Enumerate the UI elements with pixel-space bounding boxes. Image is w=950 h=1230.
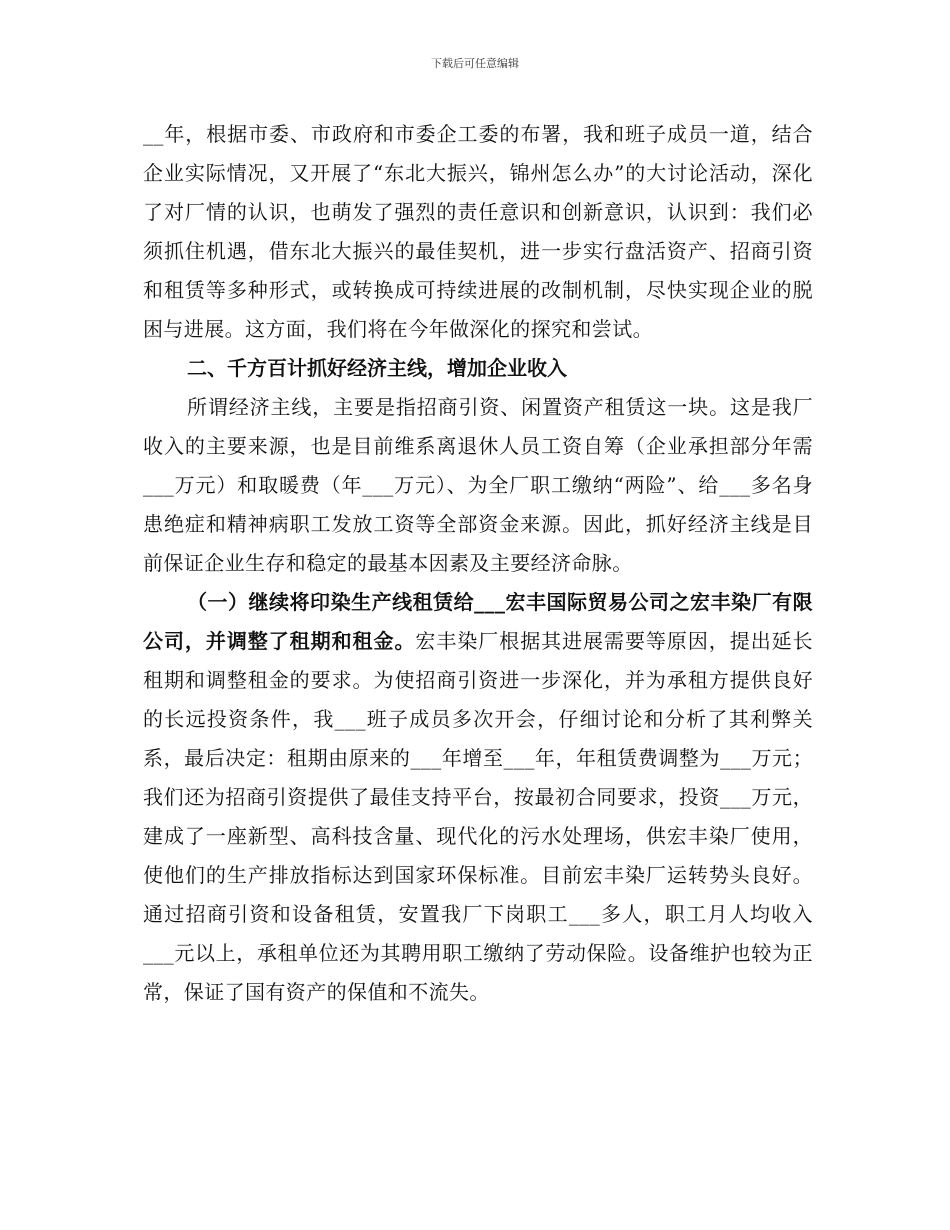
paragraph-3-body: 宏丰染厂根据其进展需要等原因，提出延长租期和调整租金的要求。为使招商引资进一步深化，并为承租方提供良好的长远投资条件，我___班子成员多次开会，仔细讨论和分析了其利弊关系，最后决定：租期由原来的___年增至___年，年租赁费调整为___万元；我们还为招商引资提供了最佳支持平台，按最初合同要求，投资___万元，建成了一座新型、高科技含量、现代化的污水处理场，供宏丰染厂使用，使他们的生产排放指标达到国家环保标准。目前宏丰染厂运转势头良好。通过招商引资和设备租赁，安置我厂下岗职工___多人，职工月人均收入___元以上，承租单位还为其聘用职工缴纳了劳动保险。设备维护也较为正常，保证了国有资产的保值和不流失。 bbox=[143, 629, 814, 1004]
page-header: 下载后可任意编辑 bbox=[431, 57, 519, 70]
document-body bbox=[143, 115, 813, 1012]
paragraph-1: __年，根据市委、市政府和市委企工委的布署，我和班子成员一道，结合企业实际情况，又开展了“东北大振兴，锦州怎么办”的大讨论活动，深化了对厂情的认识，也萌发了强烈的责任意识和创新意识，认识到：我们必须抓住机遇，借东北大振兴的最佳契机，进一步实行盘活资产、招商引资和租赁等多种形式，或转换成可持续进展的改制机制，尽快实现企业的脱困与进展。这方面，我们将在今年做深化的探究和尝试。 bbox=[143, 122, 813, 341]
section-heading-2: 二、千方百计抓好经济主线，增加企业收入 bbox=[187, 356, 567, 380]
paragraph-2: 所谓经济主线，主要是指招商引资、闲置资产租赁这一块。这是我厂收入的主要来源，也是目前维系离退休人员工资自筹（企业承担部分年需___万元）和取暖费（年___万元）、为全厂职工缴纳“两险”、给___多名身患绝症和精神病职工发放工资等全部资金来源。因此，抓好经济主线是目前保证企业生存和稳定的最基本因素及主要经济命脉。 bbox=[143, 395, 813, 575]
subheading-1: （一）继续将印染生产线租赁给___宏丰国际贸易公司之宏丰染厂有限公司，并调整了租期和租金。 bbox=[143, 590, 813, 653]
paragraph-3 bbox=[143, 583, 813, 1012]
